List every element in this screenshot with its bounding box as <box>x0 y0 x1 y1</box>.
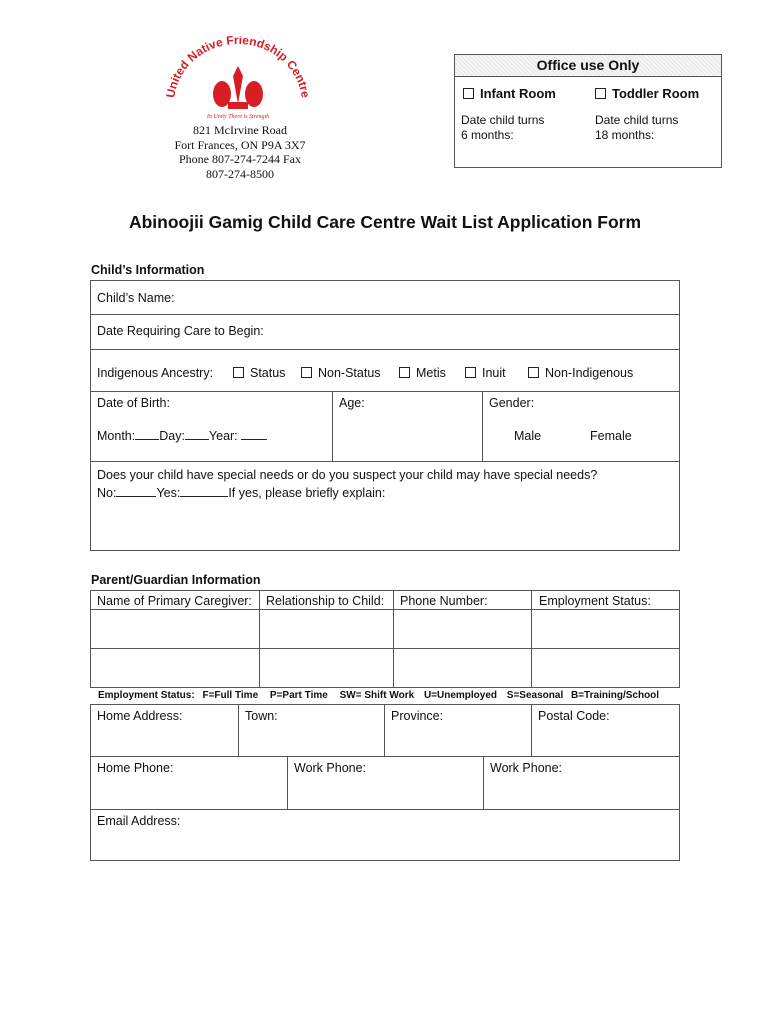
ancestry-non-status-option[interactable]: Non-Status <box>301 366 381 380</box>
col-relationship: Relationship to Child: <box>260 590 394 610</box>
infant-room-option[interactable]: Infant Room <box>463 86 556 101</box>
address-line-4: 807-274-8500 <box>206 166 274 181</box>
caregiver-2-phone[interactable] <box>394 649 532 688</box>
special-needs-field[interactable] <box>90 462 680 551</box>
office-use-title: Office use Only <box>455 55 721 77</box>
address-line-2: Fort Frances, ON P9A 3X7 <box>174 137 306 152</box>
dob-field[interactable]: Date of Birth: Month: Day: Year: <box>90 392 333 462</box>
special-needs-question: Does your child have special needs or do you suspect your child may have special needs? <box>97 468 598 482</box>
date-begin-field[interactable]: Date Requiring Care to Begin: <box>90 315 680 350</box>
caregiver-1-relationship[interactable] <box>260 610 394 649</box>
org-address <box>150 123 330 181</box>
form-title: Abinoojii Gamig Child Care Centre Wait List Application Form <box>128 212 642 232</box>
ancestry-non-indigenous-option[interactable]: Non-Indigenous <box>528 366 633 380</box>
gender-field[interactable]: Gender: Male Female <box>483 392 680 462</box>
ancestry-inuit-option[interactable]: Inuit <box>465 366 506 380</box>
dob-parts: Month: Day: Year: <box>97 429 267 443</box>
employment-legend: Employment Status: F=Full Time P=Part Time SW= Shift Work U=Unemployed S=Seasonal B=Training/School <box>98 690 660 701</box>
gender-female-option[interactable]: Female <box>590 429 632 443</box>
status-checkbox[interactable] <box>233 367 244 378</box>
caregiver-1-employment[interactable] <box>532 610 680 649</box>
caregiver-1-phone[interactable] <box>394 610 532 649</box>
address-line-1: 821 McIrvine Road <box>193 123 287 137</box>
postal-code-field[interactable]: Postal Code: <box>532 704 680 757</box>
toddler-date-note: Date child turns 18 months: <box>595 113 679 142</box>
logo-arc-text: United Native Friendship Centre <box>163 36 313 99</box>
caregiver-2-employment[interactable] <box>532 649 680 688</box>
inuit-checkbox[interactable] <box>465 367 476 378</box>
gender-male-option[interactable]: Male <box>514 429 542 443</box>
work-phone-1-field[interactable]: Work Phone: <box>288 757 484 810</box>
toddler-checkbox[interactable] <box>595 88 606 99</box>
ancestry-row: Indigenous Ancestry: Status Non-Status Metis Inuit Non-Indigenous <box>90 350 680 392</box>
infant-date-note: Date child turns 6 months: <box>461 113 545 142</box>
caregiver-2-relationship[interactable] <box>260 649 394 688</box>
age-field[interactable]: Age: <box>333 392 483 462</box>
home-phone-field[interactable]: Home Phone: <box>90 757 288 810</box>
caregiver-2-name[interactable] <box>90 649 260 688</box>
work-phone-2-field[interactable]: Work Phone: <box>484 757 680 810</box>
ancestry-status-option[interactable]: Status <box>233 366 285 380</box>
logo-tagline: In Unity There is Strength <box>206 114 270 120</box>
logo-figures-icon <box>213 66 263 109</box>
address-line-3: Phone 807-274-7244 Fax <box>179 152 301 166</box>
town-field[interactable]: Town: <box>239 704 385 757</box>
toddler-room-option[interactable]: Toddler Room <box>595 86 699 101</box>
special-needs-answer: No: Yes: If yes, please briefly explain: <box>97 486 386 500</box>
parent-section-title: Parent/Guardian Information <box>91 573 261 587</box>
ancestry-metis-option[interactable]: Metis <box>399 366 446 380</box>
child-name-field[interactable]: Child’s Name: <box>90 280 680 315</box>
non-status-checkbox[interactable] <box>301 367 312 378</box>
child-section-title: Child’s Information <box>91 263 205 277</box>
col-employment: Employment Status: <box>532 590 680 610</box>
logo <box>160 36 315 122</box>
office-use-box <box>454 54 722 168</box>
col-caregiver-name: Name of Primary Caregiver: <box>90 590 260 610</box>
caregiver-1-name[interactable] <box>90 610 260 649</box>
metis-checkbox[interactable] <box>399 367 410 378</box>
email-field[interactable]: Email Address: <box>90 810 680 861</box>
non-indigenous-checkbox[interactable] <box>528 367 539 378</box>
infant-checkbox[interactable] <box>463 88 474 99</box>
col-phone: Phone Number: <box>394 590 532 610</box>
province-field[interactable]: Province: <box>385 704 532 757</box>
home-address-field[interactable]: Home Address: <box>90 704 239 757</box>
